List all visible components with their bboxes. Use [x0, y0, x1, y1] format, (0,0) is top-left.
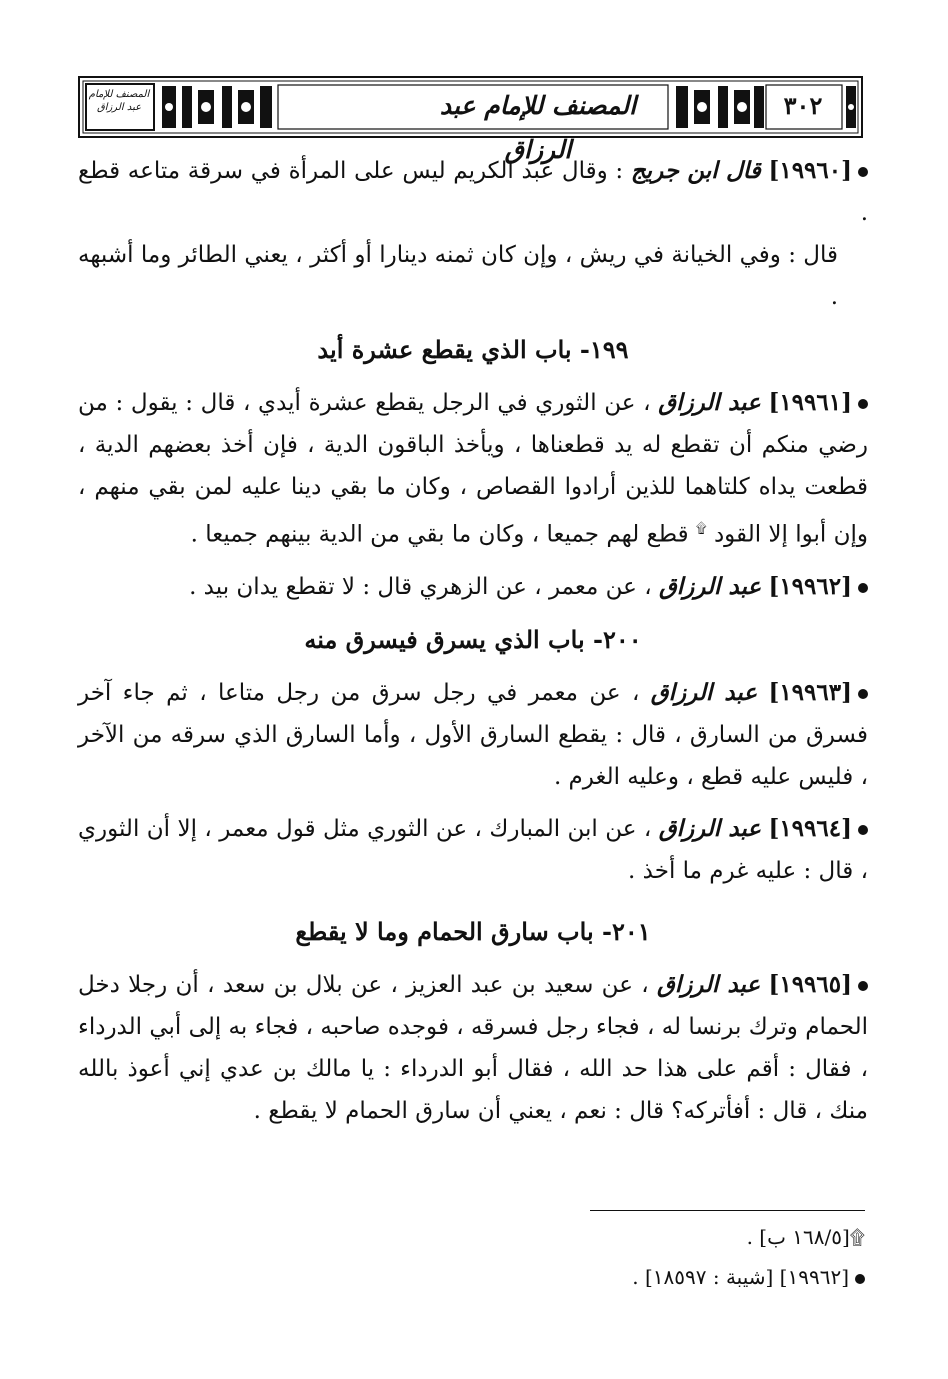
hadith-19963: [78, 672, 868, 798]
narrator: عبد الرزاق: [658, 389, 761, 416]
footnote-text: [١٩٩٦٢] [شيبة : ١٨٥٩٧] .: [632, 1265, 849, 1289]
header-emblem-text: المصنف للإمام عبد الرزاق: [88, 89, 150, 113]
bullet-icon: [858, 399, 868, 409]
header-title: المصنف للإمام عبد الرزاق: [439, 91, 637, 164]
narrator: عبد الرزاق: [656, 970, 761, 998]
chapter-heading-201: ٢٠١- باب سارق الحمام وما لا يقطع: [295, 916, 651, 946]
footnote-marker: ۩: [695, 521, 707, 537]
narrator: عبد الرزاق: [658, 814, 762, 842]
footnote-1: [78, 1222, 865, 1252]
hadith-number: [١٩٩٦٢]: [768, 572, 852, 600]
chapter-heading-200: ٢٠٠- باب الذي يسرق فيسرق منه: [304, 624, 642, 654]
hadith-19965: [78, 964, 868, 1132]
hadith-text: : وقال عبد الكريم ليس على المرأة في سرقة متاعه قطع .: [78, 158, 868, 226]
footnote-marker: ۩: [849, 1225, 865, 1249]
hadith-19960: [78, 150, 868, 234]
hadith-19964: [78, 808, 868, 892]
hadith-number: [١٩٩٦٣]: [768, 678, 852, 706]
hadith-19960-cont: قال : وفي الخيانة في ريش ، وإن كان ثمنه دينارا أو أكثر ، يعني الطائر وما أشبهه .: [78, 242, 838, 310]
narrator: قال ابن جريج: [630, 157, 761, 184]
page-body: [78, 150, 868, 1132]
hadith-19961: [78, 382, 868, 556]
footnote-divider: [590, 1210, 865, 1211]
footnote-2: [78, 1262, 865, 1292]
hadith-text: ، عن معمر ، عن الزهري قال : لا تقطع يدان بيد .: [189, 573, 652, 600]
hadith-text: ، عن سعيد بن عبد العزيز ، عن بلال بن سعد ، أن رجلا دخل الحمام وترك برنسا له ، فجاء رجل فسرقه ، فوجده صاحبه ، فجاء به إلى أبي الدرداء ، فقال : أقم على هذا حد الله ، فقال أبو الدرداء : يا مالك بن عدي إني أعوذ بالله منك ، قال : أفأتركه؟ قال : نعم ، يعني أن سارق الحمام لا يقطع .: [78, 971, 868, 1124]
hadith-number: [١٩٩٦٠]: [768, 157, 853, 184]
bullet-icon: [858, 981, 868, 991]
bullet-icon: [855, 1274, 865, 1284]
narrator: عبد الرزاق: [650, 678, 758, 706]
bullet-icon: [858, 583, 868, 593]
page-number: ٣٠٢: [783, 91, 823, 120]
hadith-text-cont: قطع لهم جميعا ، وكان ما بقي من الدية بينهم جميعا .: [190, 521, 689, 548]
hadith-text: ، عن ابن المبارك ، عن الثوري مثل قول معمر ، إلا أن الثوري ، قال : عليه غرم ما أخذ .: [78, 815, 868, 884]
hadith-number: [١٩٩٦٤]: [768, 814, 852, 842]
bullet-icon: [858, 825, 868, 835]
hadith-text: ، عن معمر في رجل سرق من رجل متاعا ، ثم جاء آخر فسرق من السارق ، قال : يقطع السارق الأول ، وأما السارق الذي سرقه من الآخر ، فليس عليه قطع ، وعليه الغرم .: [78, 679, 868, 790]
footnote-text: [١٦٨/٥ ب] .: [746, 1225, 850, 1249]
bullet-icon: [858, 689, 868, 699]
chapter-heading-199: ١٩٩- باب الذي يقطع عشرة أيد: [317, 335, 629, 364]
hadith-number: [١٩٩٦١]: [768, 389, 852, 416]
hadith-number: [١٩٩٦٥]: [768, 970, 853, 998]
page-header: [78, 76, 863, 164]
narrator: عبد الرزاق: [658, 572, 762, 600]
hadith-text: ، عن الثوري في الرجل يقطع عشرة أيدي ، قال : يقول : من رضي منكم أن تقطع له يد قطعناها ، ويأخذ الباقون الدية ، فإن أخذ بعضهم الدية ، قطعت يداه كلتاهما للذين أرادوا القصاص ، وكان ما بقي دينا عليه لمن بقي منهم ، وإن أبوا إلا القود: [78, 390, 868, 548]
bullet-icon: [858, 167, 868, 177]
hadith-19962: [78, 566, 868, 608]
